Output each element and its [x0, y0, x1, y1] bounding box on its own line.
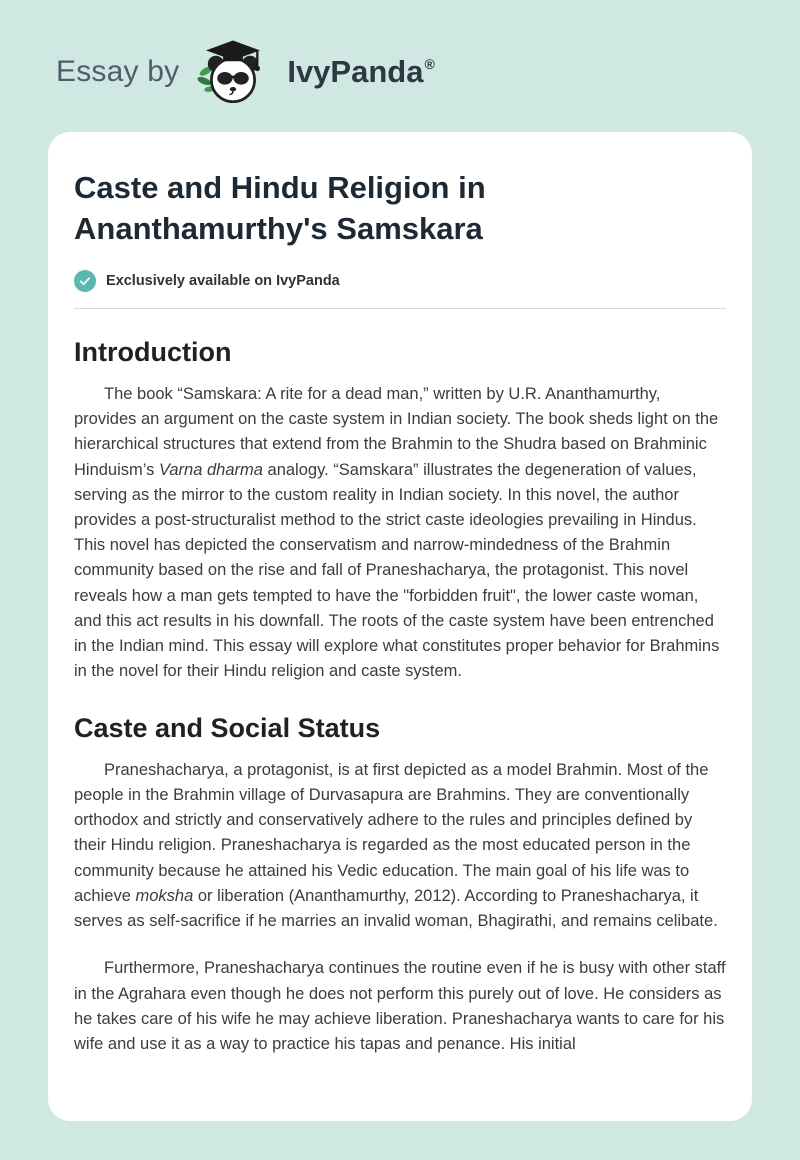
page-header	[0, 0, 800, 110]
checkmark-icon	[74, 270, 96, 292]
paragraph-segment: or liberation (Ananthamurthy, 2012). According to Praneshacharya, it serves as self-sacrifice if he marries an invalid woman, Bhagirathi, and remains celibate.	[74, 886, 718, 931]
paragraph-caste-1	[74, 758, 726, 935]
divider	[74, 308, 726, 309]
italic-term-varna-dharma: Varna dharma	[158, 460, 263, 479]
essay-card	[48, 132, 752, 1121]
paragraph-segment: Praneshacharya, a protagonist, is at first depicted as a model Brahmin. Most of the people in the Brahmin village of Durvasapura are Brahmins. They are conventionally orthodox and strictly and conservatively adhere to the rules and principles defined by their Hindu religion. Praneshacharya is regarded as the most educated person in the community because he attained his Vedic education. The main goal of his life was to achieve	[74, 760, 709, 905]
essay-by-label: Essay by	[56, 55, 180, 88]
availability-label: Exclusively available on IvyPanda	[106, 272, 340, 289]
essay-title: Caste and Hindu Religion in Ananthamurthy's Samskara	[74, 170, 486, 246]
registered-mark: ®	[424, 56, 435, 72]
paragraph-segment: analogy. “Samskara” illustrates the degeneration of values, serving as the mirror to the custom reality in Indian society. In this novel, the author provides a post-structuralist method to the strict caste ideologies prevailing in Hindus. This novel has depicted the conservatism and narrow-mindedness of the Brahmin community based on the rise and fall of Praneshacharya, the protagonist. This novel reveals how a man gets tempted to have the "forbidden fruit", the lower caste woman, and this act results in his downfall. The roots of the caste system have been entrenched in the Indian mind. This essay will explore what constitutes proper behavior for Brahmins in the novel for their Hindu religion and caste system.	[74, 460, 720, 681]
availability-row	[74, 270, 726, 292]
brand-text: IvyPanda	[287, 54, 424, 89]
italic-term-moksha: moksha	[135, 886, 194, 905]
brand-name	[287, 54, 434, 90]
heading-caste-and-social-status: Caste and Social Status	[74, 712, 381, 743]
paragraph-segment: The book “Samskara: A rite for a dead man,” written by U.R. Ananthamurthy, provides an argument on the caste system in Indian society. The book sheds light on the hierarchical structures that extend from the Brahmin to the Shudra based on Brahminic Hinduism’s	[74, 384, 719, 479]
paragraph-caste-2: Furthermore, Praneshacharya continues the routine even if he is busy with other staff in the Agrahara even though he does not perform this purely out of love. He considers as he takes care of his wife he may achieve liberation. Praneshacharya wants to care for his wife and use it as a way to practice his tapas and penance. His initial	[74, 959, 726, 1053]
panda-graduate-icon	[197, 35, 269, 109]
heading-introduction: Introduction	[74, 336, 232, 367]
paragraph-introduction	[74, 382, 726, 685]
